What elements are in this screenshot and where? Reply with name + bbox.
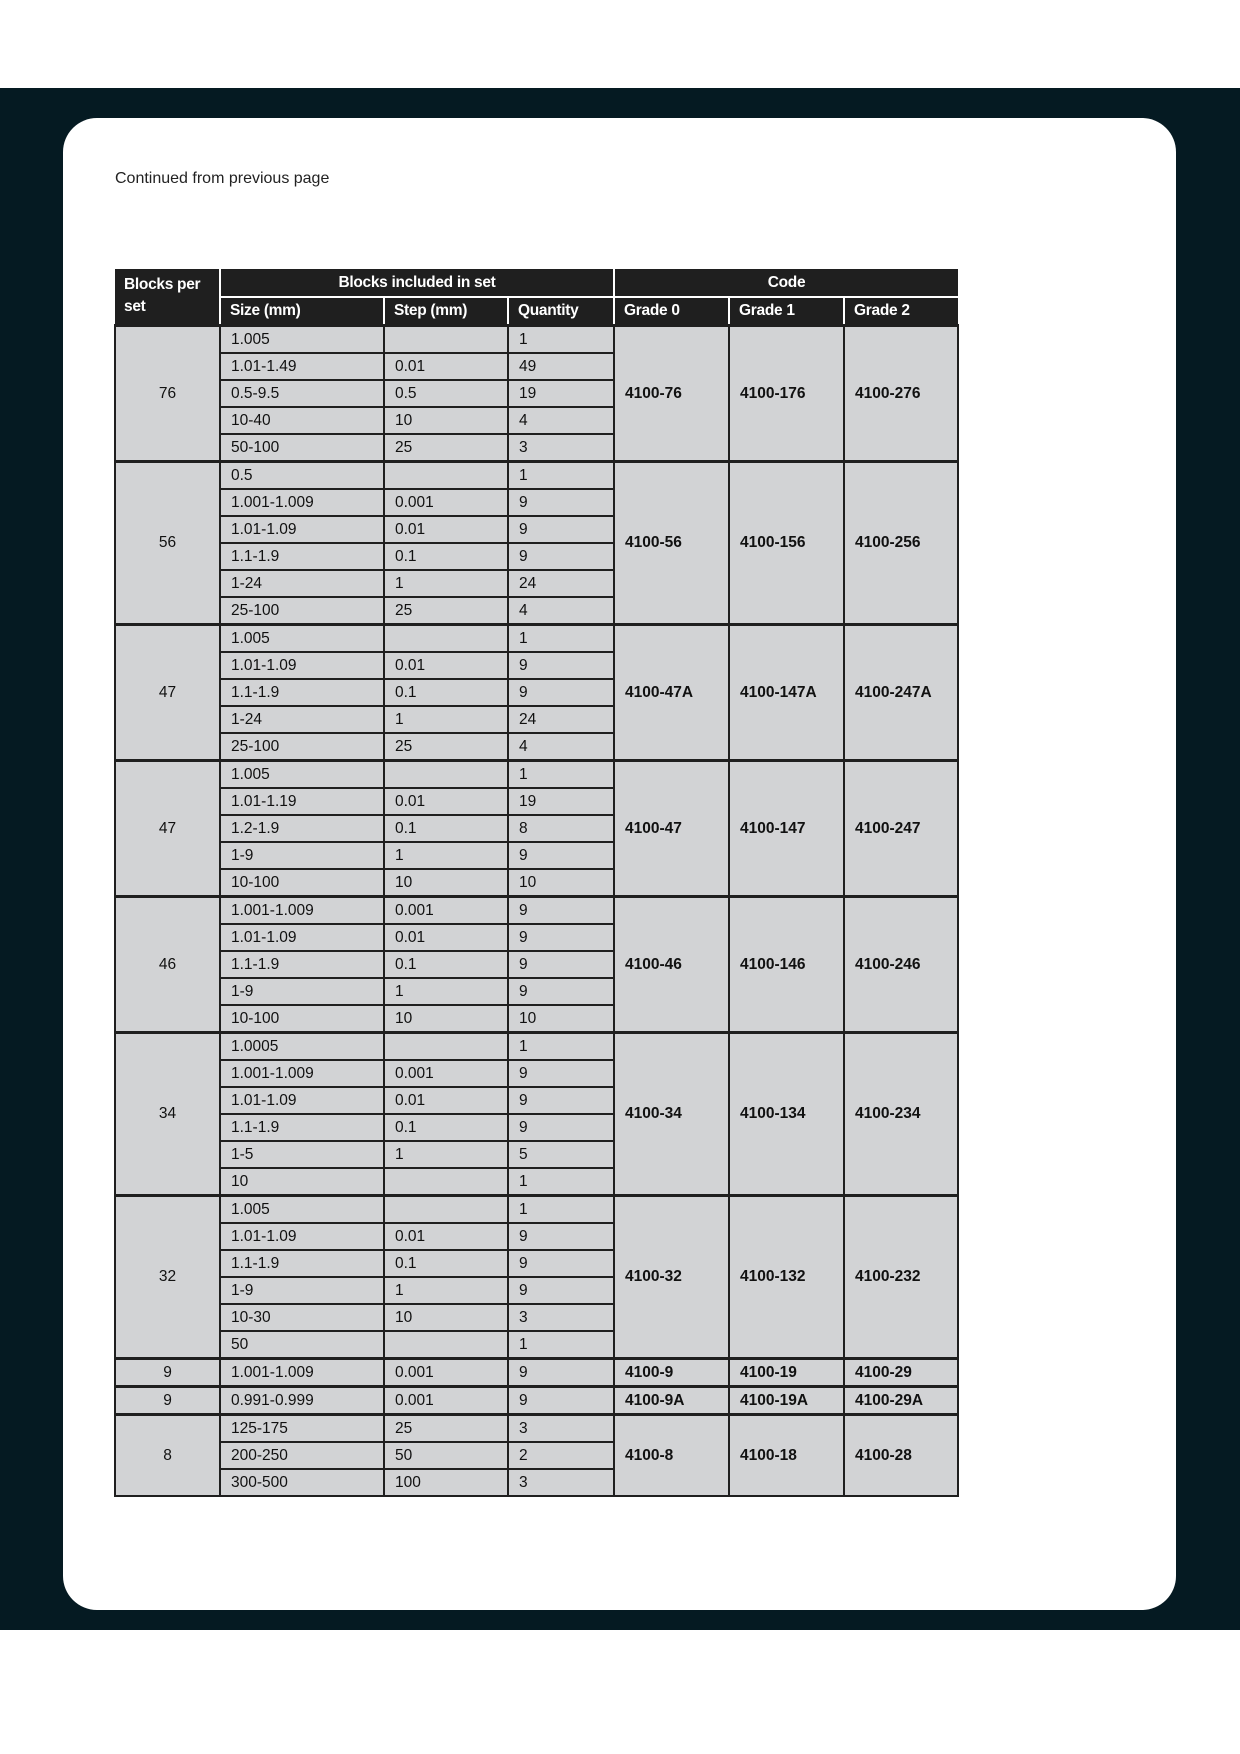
blocks-per-set-cell: 46 xyxy=(115,897,220,1033)
header-code: Code xyxy=(614,269,958,297)
size-cell: 1.001-1.009 xyxy=(220,489,384,516)
quantity-cell: 3 xyxy=(508,434,614,462)
step-cell: 0.1 xyxy=(384,1114,508,1141)
quantity-cell: 1 xyxy=(508,1033,614,1061)
size-cell: 1.01-1.09 xyxy=(220,1223,384,1250)
size-cell: 1-9 xyxy=(220,978,384,1005)
size-cell: 1-5 xyxy=(220,1141,384,1168)
header-row-2 xyxy=(115,297,958,326)
quantity-cell: 1 xyxy=(508,462,614,490)
grade-1-code: 4100-19A xyxy=(729,1387,844,1415)
size-cell: 1.2-1.9 xyxy=(220,815,384,842)
step-cell: 0.001 xyxy=(384,897,508,925)
step-cell: 25 xyxy=(384,597,508,625)
quantity-cell: 9 xyxy=(508,1114,614,1141)
table-row xyxy=(115,462,958,490)
step-cell xyxy=(384,1033,508,1061)
table-row xyxy=(115,1359,958,1387)
grade-2-code: 4100-276 xyxy=(844,326,958,462)
size-cell: 200-250 xyxy=(220,1442,384,1469)
step-cell: 1 xyxy=(384,1277,508,1304)
step-cell: 0.1 xyxy=(384,679,508,706)
header-quantity: Quantity xyxy=(508,297,614,326)
size-cell: 25-100 xyxy=(220,733,384,761)
grade-1-code: 4100-146 xyxy=(729,897,844,1033)
quantity-cell: 5 xyxy=(508,1141,614,1168)
step-cell: 0.01 xyxy=(384,924,508,951)
step-cell: 0.1 xyxy=(384,815,508,842)
size-cell: 1.1-1.9 xyxy=(220,951,384,978)
size-cell: 50-100 xyxy=(220,434,384,462)
table-body xyxy=(115,326,958,1497)
step-cell: 1 xyxy=(384,978,508,1005)
quantity-cell: 10 xyxy=(508,1005,614,1033)
grade-1-code: 4100-147 xyxy=(729,761,844,897)
step-cell xyxy=(384,625,508,653)
quantity-cell: 1 xyxy=(508,1331,614,1359)
step-cell: 100 xyxy=(384,1469,508,1496)
quantity-cell: 10 xyxy=(508,869,614,897)
size-cell: 0.5-9.5 xyxy=(220,380,384,407)
size-cell: 1.001-1.009 xyxy=(220,1359,384,1387)
quantity-cell: 24 xyxy=(508,570,614,597)
quantity-cell: 3 xyxy=(508,1469,614,1496)
quantity-cell: 9 xyxy=(508,897,614,925)
quantity-cell: 1 xyxy=(508,625,614,653)
grade-2-code: 4100-28 xyxy=(844,1415,958,1497)
size-cell: 10-100 xyxy=(220,1005,384,1033)
size-cell: 1.01-1.09 xyxy=(220,924,384,951)
step-cell: 0.1 xyxy=(384,1250,508,1277)
step-cell: 10 xyxy=(384,1005,508,1033)
header-size: Size (mm) xyxy=(220,297,384,326)
grade-1-code: 4100-19 xyxy=(729,1359,844,1387)
step-cell: 0.01 xyxy=(384,1087,508,1114)
size-cell: 1.01-1.49 xyxy=(220,353,384,380)
quantity-cell: 3 xyxy=(508,1415,614,1443)
grade-0-code: 4100-9 xyxy=(614,1359,729,1387)
size-cell: 1.0005 xyxy=(220,1033,384,1061)
step-cell: 1 xyxy=(384,570,508,597)
step-cell: 0.1 xyxy=(384,543,508,570)
quantity-cell: 19 xyxy=(508,788,614,815)
size-cell: 1-9 xyxy=(220,842,384,869)
grade-1-code: 4100-147A xyxy=(729,625,844,761)
step-cell: 25 xyxy=(384,733,508,761)
quantity-cell: 1 xyxy=(508,326,614,354)
step-cell: 1 xyxy=(384,706,508,733)
table-row xyxy=(115,1387,958,1415)
grade-0-code: 4100-46 xyxy=(614,897,729,1033)
size-cell: 10-100 xyxy=(220,869,384,897)
blocks-per-set-cell: 8 xyxy=(115,1415,220,1497)
step-cell: 0.01 xyxy=(384,516,508,543)
size-cell: 0.5 xyxy=(220,462,384,490)
grade-0-code: 4100-9A xyxy=(614,1387,729,1415)
quantity-cell: 9 xyxy=(508,1359,614,1387)
quantity-cell: 9 xyxy=(508,543,614,570)
gauge-block-sets-table xyxy=(114,269,959,1497)
step-cell: 0.01 xyxy=(384,1223,508,1250)
step-cell xyxy=(384,1168,508,1196)
step-cell: 0.01 xyxy=(384,788,508,815)
grade-1-code: 4100-18 xyxy=(729,1415,844,1497)
step-cell: 10 xyxy=(384,407,508,434)
size-cell: 300-500 xyxy=(220,1469,384,1496)
blocks-per-set-cell: 34 xyxy=(115,1033,220,1196)
quantity-cell: 9 xyxy=(508,951,614,978)
table-row xyxy=(115,761,958,789)
grade-2-code: 4100-246 xyxy=(844,897,958,1033)
grade-0-code: 4100-76 xyxy=(614,326,729,462)
quantity-cell: 3 xyxy=(508,1304,614,1331)
step-cell: 0.001 xyxy=(384,1060,508,1087)
grade-0-code: 4100-8 xyxy=(614,1415,729,1497)
step-cell: 10 xyxy=(384,869,508,897)
size-cell: 1.01-1.19 xyxy=(220,788,384,815)
quantity-cell: 8 xyxy=(508,815,614,842)
grade-0-code: 4100-34 xyxy=(614,1033,729,1196)
size-cell: 1.01-1.09 xyxy=(220,652,384,679)
step-cell xyxy=(384,1196,508,1224)
quantity-cell: 4 xyxy=(508,733,614,761)
grade-0-code: 4100-47A xyxy=(614,625,729,761)
step-cell: 50 xyxy=(384,1442,508,1469)
size-cell: 1.005 xyxy=(220,1196,384,1224)
grade-1-code: 4100-176 xyxy=(729,326,844,462)
grade-0-code: 4100-56 xyxy=(614,462,729,625)
size-cell: 1.005 xyxy=(220,761,384,789)
quantity-cell: 4 xyxy=(508,407,614,434)
table-header xyxy=(115,269,958,326)
size-cell: 10 xyxy=(220,1168,384,1196)
header-blocks-per-set: Blocks per set xyxy=(115,269,220,326)
step-cell: 25 xyxy=(384,1415,508,1443)
size-cell: 1.001-1.009 xyxy=(220,897,384,925)
grade-2-code: 4100-247A xyxy=(844,625,958,761)
size-cell: 1-9 xyxy=(220,1277,384,1304)
blocks-per-set-cell: 47 xyxy=(115,761,220,897)
quantity-cell: 9 xyxy=(508,1060,614,1087)
blocks-per-set-cell: 32 xyxy=(115,1196,220,1359)
grade-1-code: 4100-134 xyxy=(729,1033,844,1196)
header-blocks-included: Blocks included in set xyxy=(220,269,614,297)
step-cell: 10 xyxy=(384,1304,508,1331)
step-cell: 0.01 xyxy=(384,353,508,380)
size-cell: 10-30 xyxy=(220,1304,384,1331)
size-cell: 50 xyxy=(220,1331,384,1359)
size-cell: 1.1-1.9 xyxy=(220,543,384,570)
quantity-cell: 19 xyxy=(508,380,614,407)
table-row xyxy=(115,625,958,653)
size-cell: 10-40 xyxy=(220,407,384,434)
step-cell: 0.1 xyxy=(384,951,508,978)
step-cell: 1 xyxy=(384,842,508,869)
header-grade-2: Grade 2 xyxy=(844,297,958,326)
table-row xyxy=(115,1196,958,1224)
quantity-cell: 2 xyxy=(508,1442,614,1469)
size-cell: 1-24 xyxy=(220,570,384,597)
quantity-cell: 24 xyxy=(508,706,614,733)
size-cell: 125-175 xyxy=(220,1415,384,1443)
blocks-per-set-cell: 47 xyxy=(115,625,220,761)
size-cell: 1.005 xyxy=(220,326,384,354)
step-cell: 0.5 xyxy=(384,380,508,407)
step-cell: 1 xyxy=(384,1141,508,1168)
grade-1-code: 4100-132 xyxy=(729,1196,844,1359)
step-cell: 0.001 xyxy=(384,489,508,516)
size-cell: 1-24 xyxy=(220,706,384,733)
header-step: Step (mm) xyxy=(384,297,508,326)
content-card xyxy=(63,118,1176,1610)
header-grade-0: Grade 0 xyxy=(614,297,729,326)
quantity-cell: 9 xyxy=(508,1387,614,1415)
quantity-cell: 9 xyxy=(508,516,614,543)
step-cell: 0.001 xyxy=(384,1387,508,1415)
quantity-cell: 9 xyxy=(508,489,614,516)
grade-2-code: 4100-29 xyxy=(844,1359,958,1387)
grade-2-code: 4100-247 xyxy=(844,761,958,897)
table-row xyxy=(115,897,958,925)
quantity-cell: 9 xyxy=(508,652,614,679)
quantity-cell: 9 xyxy=(508,1223,614,1250)
grade-2-code: 4100-232 xyxy=(844,1196,958,1359)
quantity-cell: 49 xyxy=(508,353,614,380)
blocks-per-set-cell: 76 xyxy=(115,326,220,462)
blocks-per-set-cell: 56 xyxy=(115,462,220,625)
quantity-cell: 9 xyxy=(508,978,614,1005)
header-grade-1: Grade 1 xyxy=(729,297,844,326)
size-cell: 0.991-0.999 xyxy=(220,1387,384,1415)
table-row xyxy=(115,1415,958,1443)
step-cell xyxy=(384,1331,508,1359)
step-cell: 25 xyxy=(384,434,508,462)
size-cell: 1.005 xyxy=(220,625,384,653)
quantity-cell: 4 xyxy=(508,597,614,625)
size-cell: 1.01-1.09 xyxy=(220,516,384,543)
blocks-per-set-cell: 9 xyxy=(115,1359,220,1387)
quantity-cell: 9 xyxy=(508,1087,614,1114)
step-cell xyxy=(384,326,508,354)
grade-1-code: 4100-156 xyxy=(729,462,844,625)
header-row-1 xyxy=(115,269,958,297)
grade-2-code: 4100-29A xyxy=(844,1387,958,1415)
size-cell: 1.1-1.9 xyxy=(220,679,384,706)
grade-2-code: 4100-234 xyxy=(844,1033,958,1196)
size-cell: 1.001-1.009 xyxy=(220,1060,384,1087)
grade-0-code: 4100-32 xyxy=(614,1196,729,1359)
blocks-per-set-cell: 9 xyxy=(115,1387,220,1415)
grade-0-code: 4100-47 xyxy=(614,761,729,897)
quantity-cell: 1 xyxy=(508,1196,614,1224)
quantity-cell: 9 xyxy=(508,1277,614,1304)
size-cell: 1.1-1.9 xyxy=(220,1250,384,1277)
quantity-cell: 9 xyxy=(508,842,614,869)
quantity-cell: 1 xyxy=(508,761,614,789)
quantity-cell: 9 xyxy=(508,679,614,706)
quantity-cell: 1 xyxy=(508,1168,614,1196)
step-cell xyxy=(384,761,508,789)
quantity-cell: 9 xyxy=(508,1250,614,1277)
continued-note: Continued from previous page xyxy=(115,170,330,187)
step-cell: 0.001 xyxy=(384,1359,508,1387)
size-cell: 1.01-1.09 xyxy=(220,1087,384,1114)
grade-2-code: 4100-256 xyxy=(844,462,958,625)
size-cell: 1.1-1.9 xyxy=(220,1114,384,1141)
table-row xyxy=(115,326,958,354)
quantity-cell: 9 xyxy=(508,924,614,951)
size-cell: 25-100 xyxy=(220,597,384,625)
step-cell xyxy=(384,462,508,490)
step-cell: 0.01 xyxy=(384,652,508,679)
table-row xyxy=(115,1033,958,1061)
